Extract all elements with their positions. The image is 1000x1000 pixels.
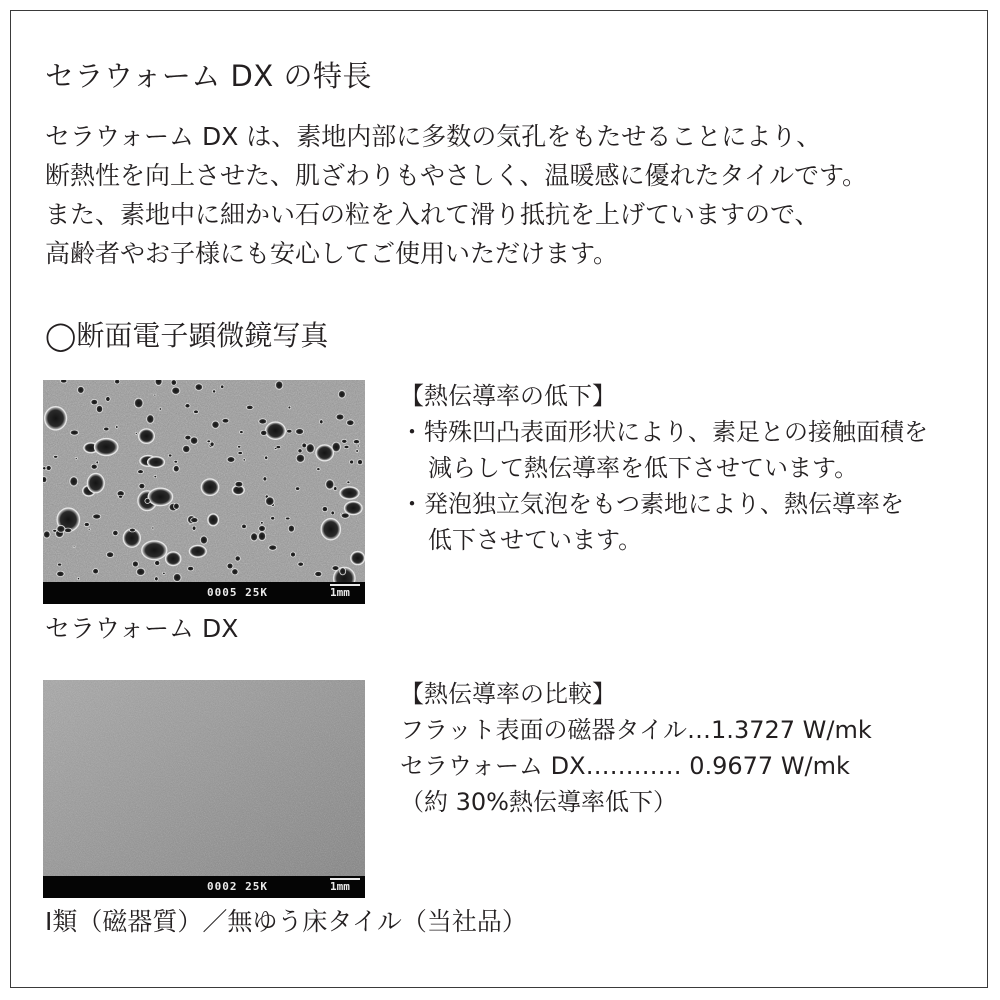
pore-mark [185,404,190,408]
pore-mark [320,420,324,424]
pore-mark [106,396,111,401]
pore-mark [166,552,181,566]
pore-mark [260,430,267,435]
pore-mark [275,381,283,390]
bullet-continuation: 減らして熱伝導率を低下させています。 [428,454,859,482]
pore-mark [316,445,334,461]
pore-mark [77,386,84,393]
pore-mark [346,420,354,426]
pore-mark [46,465,51,470]
sem-porous-texture [43,380,365,604]
pore-mark [118,495,122,498]
pore-mark [227,457,235,463]
pore-mark [213,390,216,393]
pore-mark [172,387,180,395]
intro-line: また、素地中に細かい石の粒を入れて滑り抵抗を上げていますので、 [45,200,820,229]
pore-mark [336,414,344,420]
pore-mark [227,563,233,569]
pore-mark [129,528,135,532]
pore-mark [115,380,120,384]
pore-mark [93,568,99,574]
pore-mark [340,568,346,575]
pore-mark [338,390,345,398]
pore-mark [70,477,78,487]
pore-mark [189,545,206,557]
pore-mark [317,468,320,471]
pore-mark [357,445,360,447]
pore-mark [192,526,196,530]
pore-mark [152,527,154,529]
photo-caption: セラウォーム DX [45,614,239,643]
pore-mark [145,498,150,503]
pore-mark [296,454,305,462]
pore-mark [276,446,281,449]
pore-mark [155,577,159,581]
pore-mark [269,545,277,550]
pore-mark [75,458,77,460]
pore-mark [271,517,275,521]
pore-mark [173,465,179,472]
scale-unit: 1mm [330,586,350,599]
pore-mark [210,442,214,447]
pore-mark [60,380,67,383]
pore-mark [84,522,89,526]
pore-mark [142,541,167,560]
intro-line: 断熱性を向上させた、肌ざわりもやさしく、温暖感に優れたタイルです。 [45,161,868,190]
pore-mark [174,460,178,463]
pore-mark [315,571,322,576]
info-heading: 【熱伝導率の低下】 [400,382,616,410]
pore-mark [261,521,264,524]
pore-mark [295,429,303,435]
comparison-line: （約 30%熱伝導率低下） [400,788,677,816]
scale-bar [43,876,365,898]
pore-mark [263,477,267,481]
pore-mark [173,573,181,581]
pore-mark [340,487,359,499]
pore-mark [344,445,349,448]
pore-mark [243,459,245,461]
pore-mark [298,562,304,566]
pore-mark [259,419,267,424]
pore-mark [53,529,57,532]
sem-dense-texture [43,680,365,898]
pore-mark [287,429,293,433]
pore-mark [288,406,291,409]
pore-mark [93,514,101,519]
pore-mark [259,525,266,531]
pore-mark [344,502,362,515]
pore-mark [246,405,253,409]
scale-unit: 1mm [330,880,350,893]
pore-mark [242,524,247,529]
pore-mark [238,446,241,449]
pore-mark [70,430,79,435]
pore-mark [106,552,114,558]
pore-mark [331,511,335,515]
pore-mark [350,460,354,464]
pore-mark [134,398,143,408]
pore-mark [235,481,243,487]
sem-photo-ceraworm [43,380,365,604]
pore-mark [191,518,199,523]
pore-mark [96,405,103,413]
pore-mark [57,563,61,566]
scale-code: 0005 25K [207,586,268,599]
pore-mark [212,421,220,429]
pore-mark [57,571,65,577]
pore-mark [353,440,360,444]
pore-mark [116,426,119,429]
pore-mark [77,577,79,579]
pore-mark [104,427,110,431]
pore-mark [135,432,137,434]
pore-mark [154,394,156,396]
pore-mark [132,561,138,567]
pore-mark [147,415,155,424]
pore-mark [326,480,335,490]
pore-mark [302,443,307,448]
pore-mark [159,408,162,410]
pore-mark [43,477,47,483]
pore-mark [221,385,224,389]
pore-mark [91,464,97,469]
pore-mark [288,525,294,532]
pore-mark [207,440,211,443]
pore-mark [298,449,302,453]
pore-mark [43,531,50,538]
pore-mark [356,450,358,453]
pore-mark [232,569,239,575]
intro-line: 高齢者やお子様にも安心してご使用いただけます。 [45,239,619,268]
bullet-continuation: 低下させています。 [428,526,643,554]
pore-mark [73,546,75,547]
pore-mark [155,380,162,386]
pore-mark [222,419,229,424]
pore-mark [322,506,328,511]
pore-mark [154,475,157,477]
intro-paragraph [45,117,975,273]
scale-code: 0002 25K [207,880,268,893]
pore-mark [240,431,244,434]
pore-mark [332,566,339,571]
pore-mark [194,410,199,414]
comparison-line: セラウォーム DX………… 0.9677 W/mk [400,752,850,780]
pore-mark [171,380,177,385]
bullet-line: ・発泡独立気泡をもつ素地により、熱伝導率を [400,490,904,518]
sem-photo-porcelain [43,680,365,898]
pore-mark [57,525,65,532]
pore-mark [87,473,104,492]
pore-mark [45,407,67,430]
pore-mark [208,514,219,526]
pore-mark [285,517,290,520]
pore-mark [139,429,155,444]
pore-mark [334,487,337,491]
pore-mark [258,532,266,541]
pore-mark [290,552,295,557]
pore-mark [138,470,144,474]
pore-mark [163,572,166,574]
pore-mark [200,536,207,544]
pore-mark [88,529,90,531]
pore-mark [136,568,145,576]
info-conductivity-reduction [400,378,928,558]
pore-mark [351,552,365,565]
pore-mark [155,560,160,565]
pore-mark [238,451,243,454]
pore-mark [174,503,180,509]
pore-mark [185,435,191,440]
pore-mark [91,399,98,405]
pore-mark [195,384,203,391]
pore-mark [341,513,349,518]
pore-mark [183,445,191,453]
pore-mark [201,479,219,496]
info-heading: 【熱伝導率の比較】 [400,680,616,708]
bullet-line: ・特殊凹凸表面形状により、素足との接触面積を [400,418,928,446]
page-title: セラウォーム DX の特長 [45,59,372,93]
pore-mark [235,556,240,561]
pore-mark [148,488,173,506]
pore-mark [113,530,119,536]
pore-mark [168,454,172,457]
pore-mark [266,422,286,439]
pore-mark [148,457,165,468]
pore-mark [54,455,58,458]
pore-mark [96,461,99,464]
pore-mark [251,533,258,541]
pore-mark [295,487,300,491]
info-conductivity-comparison [400,676,872,820]
pore-mark [342,439,348,443]
pore-mark [187,566,193,571]
pore-mark [357,459,362,464]
comparison-line: フラット表面の磁器タイル…1.3727 W/mk [400,716,872,744]
intro-line: セラウォーム DX は、素地内部に多数の気孔をもたせることにより、 [45,122,822,151]
pore-mark [265,497,274,506]
pore-mark [306,444,314,454]
pore-mark [321,519,340,540]
scale-bar [43,582,365,604]
photo-caption: Ⅰ類（磁器質）／無ゆう床タイル（当社品） [45,907,527,936]
pore-mark [347,481,350,484]
pore-mark [43,467,46,470]
pore-mark [94,439,118,456]
pore-mark [265,456,268,460]
pore-mark [139,483,145,489]
section-heading: ◯断面電子顕微鏡写真 [45,319,329,352]
